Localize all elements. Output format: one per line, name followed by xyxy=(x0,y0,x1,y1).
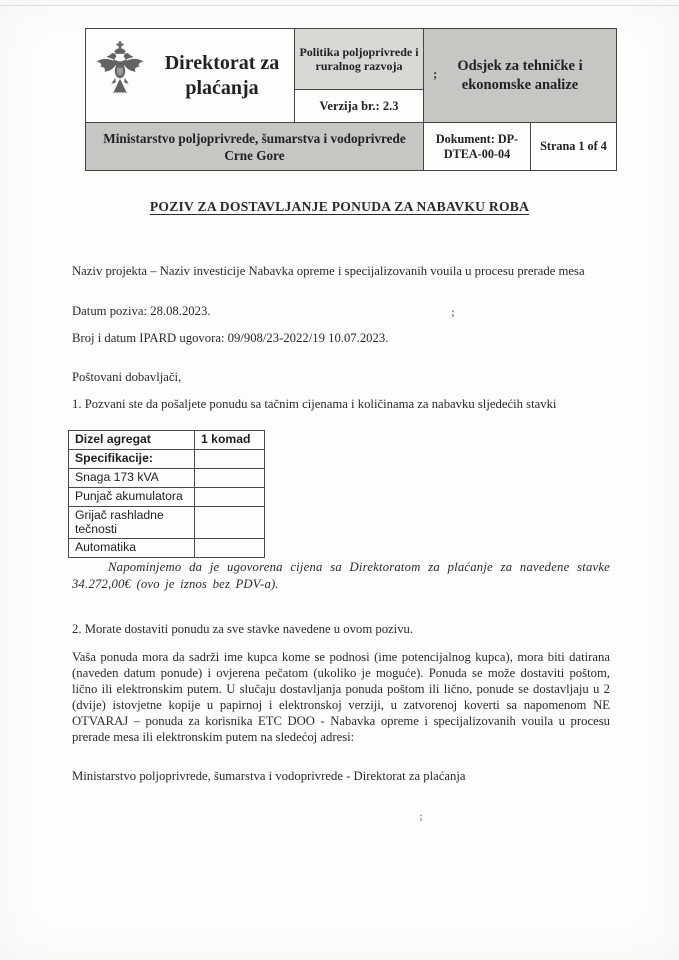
header-department-label: Odsjek za tehničke i ekonomske analize xyxy=(457,57,583,93)
paragraph-call-date: Datum poziva: 28.08.2023. xyxy=(72,304,211,318)
header-logo-cell xyxy=(86,29,295,123)
paragraph-submission-address: Ministarstvo poljoprivrede, šumarstva i vodoprivrede - Direktorat za plaćanja xyxy=(72,769,466,783)
scan-mark: ; xyxy=(451,305,455,319)
spec-row-label: Snaga 173 kVA xyxy=(69,469,195,488)
table-row xyxy=(69,431,265,450)
scan-edge xyxy=(0,5,679,6)
table-row xyxy=(69,469,265,488)
header-org-name: Direktorat za plaćanja xyxy=(164,51,280,99)
specification-table xyxy=(68,430,265,558)
paragraph-contract-price-note: Napominjemo da je ugovorena cijena sa Direktoratom za plaćanje za navedene stavke 34.272,00€ (ovo je iznos bez PDV-a). xyxy=(72,560,610,591)
header-table xyxy=(85,28,617,171)
spec-row-label: Grijač rashladne tečnosti xyxy=(69,507,195,539)
paragraph-salutation: Poštovani dobavljači, xyxy=(72,370,182,384)
paragraph-ipard-contract: Broj i datum IPARD ugovora: 09/908/23-2022/19 10.07.2023. xyxy=(72,331,389,345)
paragraph-item-2: 2. Morate dostaviti ponudu za sve stavke navedene u ovom pozivu. xyxy=(72,622,414,636)
paragraph-item-1: 1. Pozvani ste da pošaljete ponudu sa tačnim cijenama i količinama za nabavku sljedećih stavki xyxy=(72,397,557,411)
spec-item-label: Dizel agregat xyxy=(69,431,195,450)
table-row xyxy=(69,488,265,507)
spec-section-label: Specifikacije: xyxy=(69,450,195,469)
table-row xyxy=(69,539,265,558)
montenegro-coat-of-arms-icon xyxy=(94,40,146,111)
paragraph-delivery-instructions: Vaša ponuda mora da sadrži ime kupca kome se podnosi (ime potencijalnog kupca), mora biti datirana (naveden datum ponude) i ovjerena pečatom (ukoliko je moguće). Ponuda se može dostaviti poštom, lično ili elektronskim putem. U slučaju dostavljanja ponuda poštom ili lično, ponude se dostavljaju u 2 (dvije) istovjetne kopije u papirnoj i elektronskoj verziji, u zatvorenoj koverti sa napomenom NE OTVARAJ – ponuda za korisnika ETC DOO - Nabavka opreme i specijalizovanih vouila u procesu prerade mesa ili elektronskim putem na sledećoj adresi: xyxy=(72,650,610,744)
header-document-number-cell: Dokument: DP-DTEA-00-04 xyxy=(424,123,531,171)
paragraph-project-name: Naziv projekta – Naziv investicije Nabavka opreme i specijalizovanih vouila u procesu prerade mesa xyxy=(72,264,585,278)
scan-mark: ; xyxy=(419,809,423,823)
scan-mark: ; xyxy=(433,65,438,81)
spec-item-quantity: 1 komad xyxy=(195,431,265,450)
table-row xyxy=(69,507,265,539)
spec-row-label: Automatika xyxy=(69,539,195,558)
header-policy-cell: Politika poljoprivrede i ruralnog razvoja xyxy=(295,29,424,90)
document-title: POZIV ZA DOSTAVLJANJE PONUDA ZA NABAVKU ROBA xyxy=(149,199,530,214)
header-version-cell: Verzija br.: 2.3 xyxy=(295,90,424,123)
header-ministry-cell: Ministarstvo poljoprivrede, šumarstva i vodoprivrede Crne Gore xyxy=(86,123,424,171)
header-page-number-cell: Strana 1 of 4 xyxy=(531,123,617,171)
table-row xyxy=(69,450,265,469)
header-department-cell xyxy=(424,29,617,123)
spec-row-label: Punjač akumulatora xyxy=(69,488,195,507)
